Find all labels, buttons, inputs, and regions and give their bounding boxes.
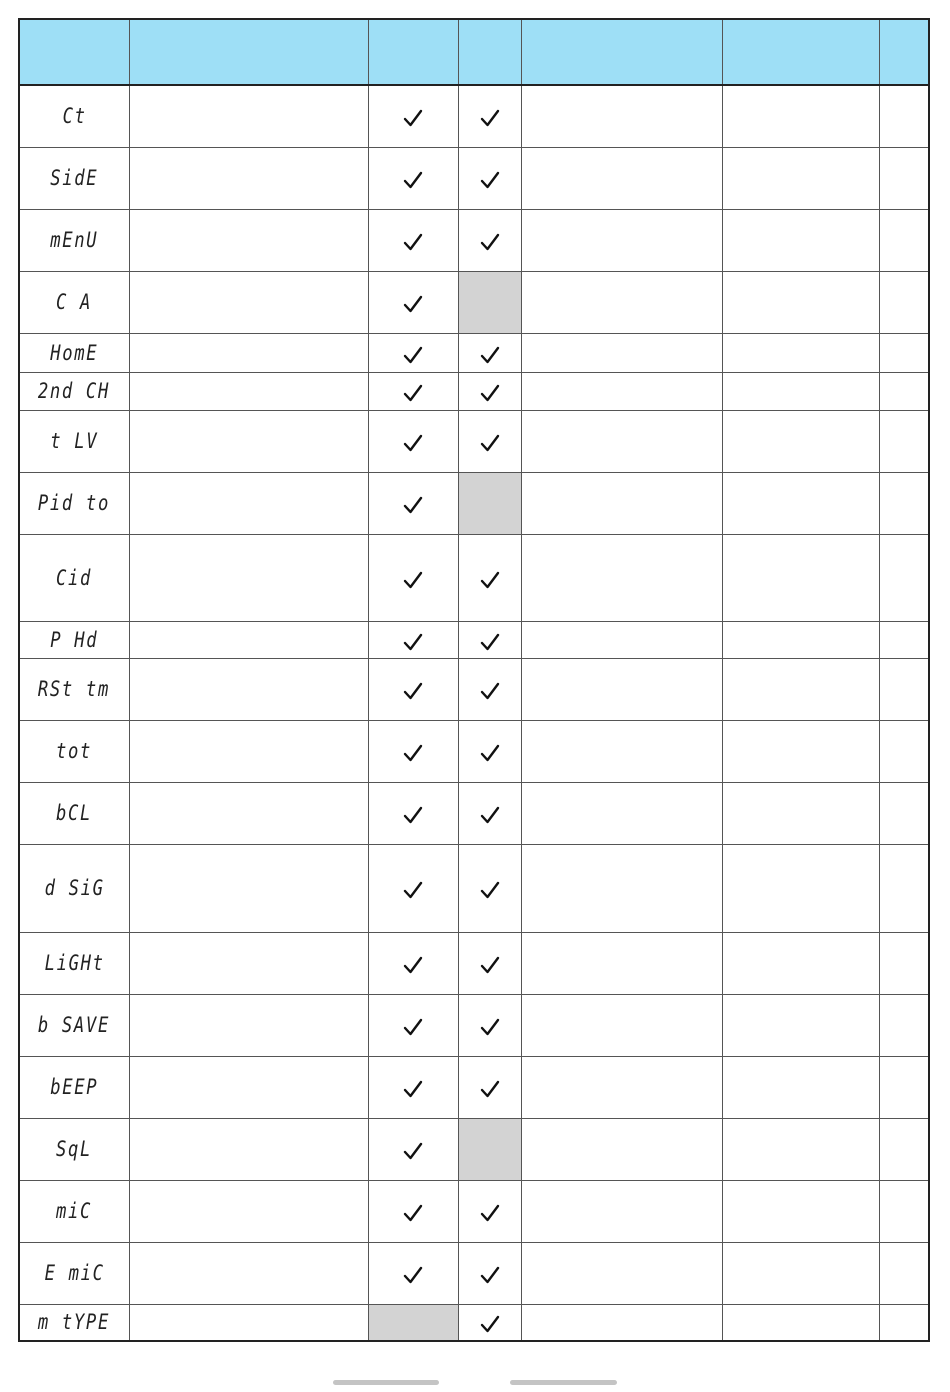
setting-code: SidE	[50, 166, 99, 190]
availability-cell	[368, 932, 458, 994]
header-cell	[129, 19, 368, 85]
empty-cell	[129, 1180, 368, 1242]
table-row	[19, 932, 929, 994]
availability-cell	[368, 410, 458, 472]
check-icon	[480, 1265, 500, 1285]
availability-cell	[368, 372, 458, 410]
check-icon	[403, 433, 423, 453]
empty-cell	[722, 720, 879, 782]
table-row	[19, 1180, 929, 1242]
availability-cell	[368, 333, 458, 372]
header-cell	[521, 19, 722, 85]
empty-cell	[722, 209, 879, 271]
empty-cell	[521, 472, 722, 534]
header-cell	[879, 19, 929, 85]
empty-cell	[521, 85, 722, 147]
availability-cell	[458, 1304, 521, 1341]
check-icon	[403, 681, 423, 701]
empty-cell	[722, 1118, 879, 1180]
empty-cell	[879, 209, 929, 271]
check-icon	[403, 570, 423, 590]
check-icon	[480, 570, 500, 590]
setting-code: tot	[56, 739, 93, 763]
availability-cell	[458, 994, 521, 1056]
check-icon	[480, 170, 500, 190]
setting-code-cell	[19, 1180, 129, 1242]
availability-cell	[458, 1056, 521, 1118]
setting-code: P Hd	[50, 627, 99, 652]
empty-cell	[521, 782, 722, 844]
table-row	[19, 534, 929, 621]
check-icon	[480, 433, 500, 453]
setting-code: bEEP	[50, 1075, 99, 1099]
empty-cell	[879, 994, 929, 1056]
setting-code: 2nd CH	[38, 379, 111, 403]
availability-cell	[368, 1242, 458, 1304]
setting-code: E miC	[44, 1261, 105, 1285]
empty-cell	[521, 534, 722, 621]
empty-cell	[879, 658, 929, 720]
check-icon	[403, 880, 423, 900]
check-icon	[403, 1265, 423, 1285]
empty-cell	[129, 1242, 368, 1304]
empty-cell	[879, 271, 929, 333]
setting-code-cell	[19, 782, 129, 844]
setting-code-cell	[19, 1056, 129, 1118]
empty-cell	[722, 147, 879, 209]
setting-code: t LV	[50, 429, 99, 453]
setting-code-cell	[19, 85, 129, 147]
availability-cell	[458, 782, 521, 844]
empty-cell	[129, 1056, 368, 1118]
table-row	[19, 472, 929, 534]
empty-cell	[722, 621, 879, 658]
empty-cell	[129, 534, 368, 621]
availability-cell	[458, 209, 521, 271]
empty-cell	[722, 333, 879, 372]
setting-code-cell	[19, 932, 129, 994]
availability-cell	[368, 994, 458, 1056]
setting-code: miC	[56, 1199, 93, 1223]
table-row	[19, 658, 929, 720]
empty-cell	[879, 720, 929, 782]
empty-cell	[521, 1180, 722, 1242]
empty-cell	[129, 410, 368, 472]
availability-cell	[458, 271, 521, 333]
availability-cell	[458, 658, 521, 720]
availability-cell	[458, 1242, 521, 1304]
check-icon	[480, 955, 500, 975]
availability-cell	[458, 1118, 521, 1180]
availability-cell	[368, 621, 458, 658]
check-icon	[403, 743, 423, 763]
empty-cell	[879, 534, 929, 621]
setting-code-cell	[19, 372, 129, 410]
empty-cell	[521, 1056, 722, 1118]
empty-cell	[521, 333, 722, 372]
check-icon	[480, 805, 500, 825]
check-icon	[403, 1203, 423, 1223]
empty-cell	[521, 1118, 722, 1180]
check-icon	[480, 743, 500, 763]
empty-cell	[129, 271, 368, 333]
availability-cell	[368, 147, 458, 209]
check-icon	[403, 955, 423, 975]
empty-cell	[129, 1118, 368, 1180]
setting-code-cell	[19, 1242, 129, 1304]
availability-cell	[368, 85, 458, 147]
setting-code: Pid to	[38, 491, 111, 515]
availability-cell	[458, 534, 521, 621]
empty-cell	[879, 333, 929, 372]
table-row	[19, 333, 929, 372]
empty-cell	[129, 994, 368, 1056]
setting-code-cell	[19, 844, 129, 932]
setting-code: Cid	[56, 565, 93, 590]
setting-code: RSt tm	[38, 677, 111, 701]
setting-code-cell	[19, 658, 129, 720]
check-icon	[403, 232, 423, 252]
availability-cell	[458, 147, 521, 209]
check-icon	[480, 880, 500, 900]
setting-code-cell	[19, 333, 129, 372]
check-icon	[403, 1079, 423, 1099]
table-row	[19, 1056, 929, 1118]
setting-code: b SAVE	[38, 1013, 111, 1037]
setting-code: bCL	[56, 801, 93, 825]
empty-cell	[521, 658, 722, 720]
availability-cell	[368, 534, 458, 621]
empty-cell	[521, 1242, 722, 1304]
empty-cell	[722, 1242, 879, 1304]
empty-cell	[129, 932, 368, 994]
check-icon	[403, 294, 423, 314]
empty-cell	[879, 1118, 929, 1180]
empty-cell	[879, 844, 929, 932]
empty-cell	[722, 472, 879, 534]
setting-code-cell	[19, 147, 129, 209]
setting-code: m tYPE	[38, 1310, 111, 1335]
empty-cell	[129, 1304, 368, 1341]
setting-code-cell	[19, 410, 129, 472]
table-row	[19, 271, 929, 333]
availability-cell	[368, 658, 458, 720]
empty-cell	[722, 782, 879, 844]
check-icon	[480, 232, 500, 252]
availability-cell	[368, 1180, 458, 1242]
empty-cell	[722, 1180, 879, 1242]
empty-cell	[879, 782, 929, 844]
check-icon	[480, 632, 500, 652]
page-indicator-left[interactable]	[333, 1380, 439, 1385]
settings-table	[18, 18, 930, 1342]
availability-cell	[458, 472, 521, 534]
empty-cell	[521, 271, 722, 333]
empty-cell	[129, 844, 368, 932]
table-row	[19, 1118, 929, 1180]
empty-cell	[879, 147, 929, 209]
header-cell	[722, 19, 879, 85]
empty-cell	[722, 85, 879, 147]
empty-cell	[521, 932, 722, 994]
empty-cell	[129, 85, 368, 147]
availability-cell	[368, 1304, 458, 1341]
empty-cell	[722, 932, 879, 994]
setting-code: Ct	[62, 104, 87, 129]
empty-cell	[722, 844, 879, 932]
empty-cell	[521, 410, 722, 472]
table-row	[19, 782, 929, 844]
check-icon	[403, 108, 423, 128]
check-icon	[403, 1017, 423, 1037]
setting-code-cell	[19, 271, 129, 333]
empty-cell	[129, 621, 368, 658]
availability-cell	[458, 372, 521, 410]
empty-cell	[521, 1304, 722, 1341]
check-icon	[480, 108, 500, 128]
empty-cell	[521, 720, 722, 782]
empty-cell	[722, 271, 879, 333]
empty-cell	[129, 372, 368, 410]
empty-cell	[879, 1304, 929, 1341]
availability-cell	[368, 1118, 458, 1180]
setting-code-cell	[19, 534, 129, 621]
table-row	[19, 720, 929, 782]
empty-cell	[129, 333, 368, 372]
empty-cell	[879, 1242, 929, 1304]
empty-cell	[722, 658, 879, 720]
setting-code-cell	[19, 994, 129, 1056]
check-icon	[480, 1314, 500, 1334]
header-cell	[19, 19, 129, 85]
setting-code: C A	[56, 290, 93, 314]
empty-cell	[722, 994, 879, 1056]
empty-cell	[879, 472, 929, 534]
availability-cell	[458, 844, 521, 932]
setting-code-cell	[19, 209, 129, 271]
check-icon	[480, 1079, 500, 1099]
empty-cell	[521, 209, 722, 271]
empty-cell	[879, 410, 929, 472]
setting-code: mEnU	[50, 228, 99, 252]
empty-cell	[129, 147, 368, 209]
empty-cell	[521, 844, 722, 932]
check-icon	[403, 170, 423, 190]
setting-code: HomE	[50, 340, 99, 365]
availability-cell	[368, 844, 458, 932]
empty-cell	[129, 782, 368, 844]
setting-code: SqL	[56, 1137, 93, 1161]
check-icon	[480, 345, 500, 365]
empty-cell	[722, 534, 879, 621]
empty-cell	[879, 1056, 929, 1118]
empty-cell	[521, 372, 722, 410]
empty-cell	[521, 994, 722, 1056]
empty-cell	[879, 1180, 929, 1242]
check-icon	[403, 632, 423, 652]
header-cell	[458, 19, 521, 85]
table-row	[19, 844, 929, 932]
table-row	[19, 621, 929, 658]
check-icon	[403, 805, 423, 825]
availability-cell	[458, 932, 521, 994]
availability-cell	[368, 782, 458, 844]
empty-cell	[722, 1056, 879, 1118]
table-header-row	[19, 19, 929, 85]
table-row	[19, 994, 929, 1056]
empty-cell	[879, 932, 929, 994]
setting-code-cell	[19, 1304, 129, 1341]
empty-cell	[129, 209, 368, 271]
table-row	[19, 1304, 929, 1341]
availability-cell	[368, 720, 458, 782]
availability-cell	[458, 621, 521, 658]
table-row	[19, 1242, 929, 1304]
check-icon	[403, 495, 423, 515]
availability-cell	[458, 410, 521, 472]
empty-cell	[129, 472, 368, 534]
setting-code-cell	[19, 472, 129, 534]
availability-cell	[368, 1056, 458, 1118]
table-row	[19, 85, 929, 147]
check-icon	[480, 1203, 500, 1223]
page-indicator-right[interactable]	[510, 1380, 617, 1385]
check-icon	[480, 1017, 500, 1037]
check-icon	[403, 383, 423, 403]
availability-cell	[458, 1180, 521, 1242]
availability-cell	[368, 209, 458, 271]
setting-code: d SiG	[44, 876, 105, 900]
empty-cell	[722, 1304, 879, 1341]
table-row	[19, 410, 929, 472]
empty-cell	[722, 372, 879, 410]
availability-cell	[458, 720, 521, 782]
setting-code-cell	[19, 720, 129, 782]
empty-cell	[879, 372, 929, 410]
table-row	[19, 209, 929, 271]
setting-code-cell	[19, 1118, 129, 1180]
setting-code: LiGHt	[44, 951, 105, 975]
table-row	[19, 372, 929, 410]
check-icon	[403, 345, 423, 365]
empty-cell	[879, 621, 929, 658]
header-cell	[368, 19, 458, 85]
availability-cell	[458, 333, 521, 372]
check-icon	[480, 681, 500, 701]
check-icon	[480, 383, 500, 403]
empty-cell	[722, 410, 879, 472]
table-row	[19, 147, 929, 209]
empty-cell	[129, 720, 368, 782]
setting-code-cell	[19, 621, 129, 658]
empty-cell	[521, 147, 722, 209]
availability-cell	[368, 472, 458, 534]
availability-cell	[368, 271, 458, 333]
empty-cell	[521, 621, 722, 658]
check-icon	[403, 1141, 423, 1161]
empty-cell	[129, 658, 368, 720]
availability-cell	[458, 85, 521, 147]
empty-cell	[879, 85, 929, 147]
